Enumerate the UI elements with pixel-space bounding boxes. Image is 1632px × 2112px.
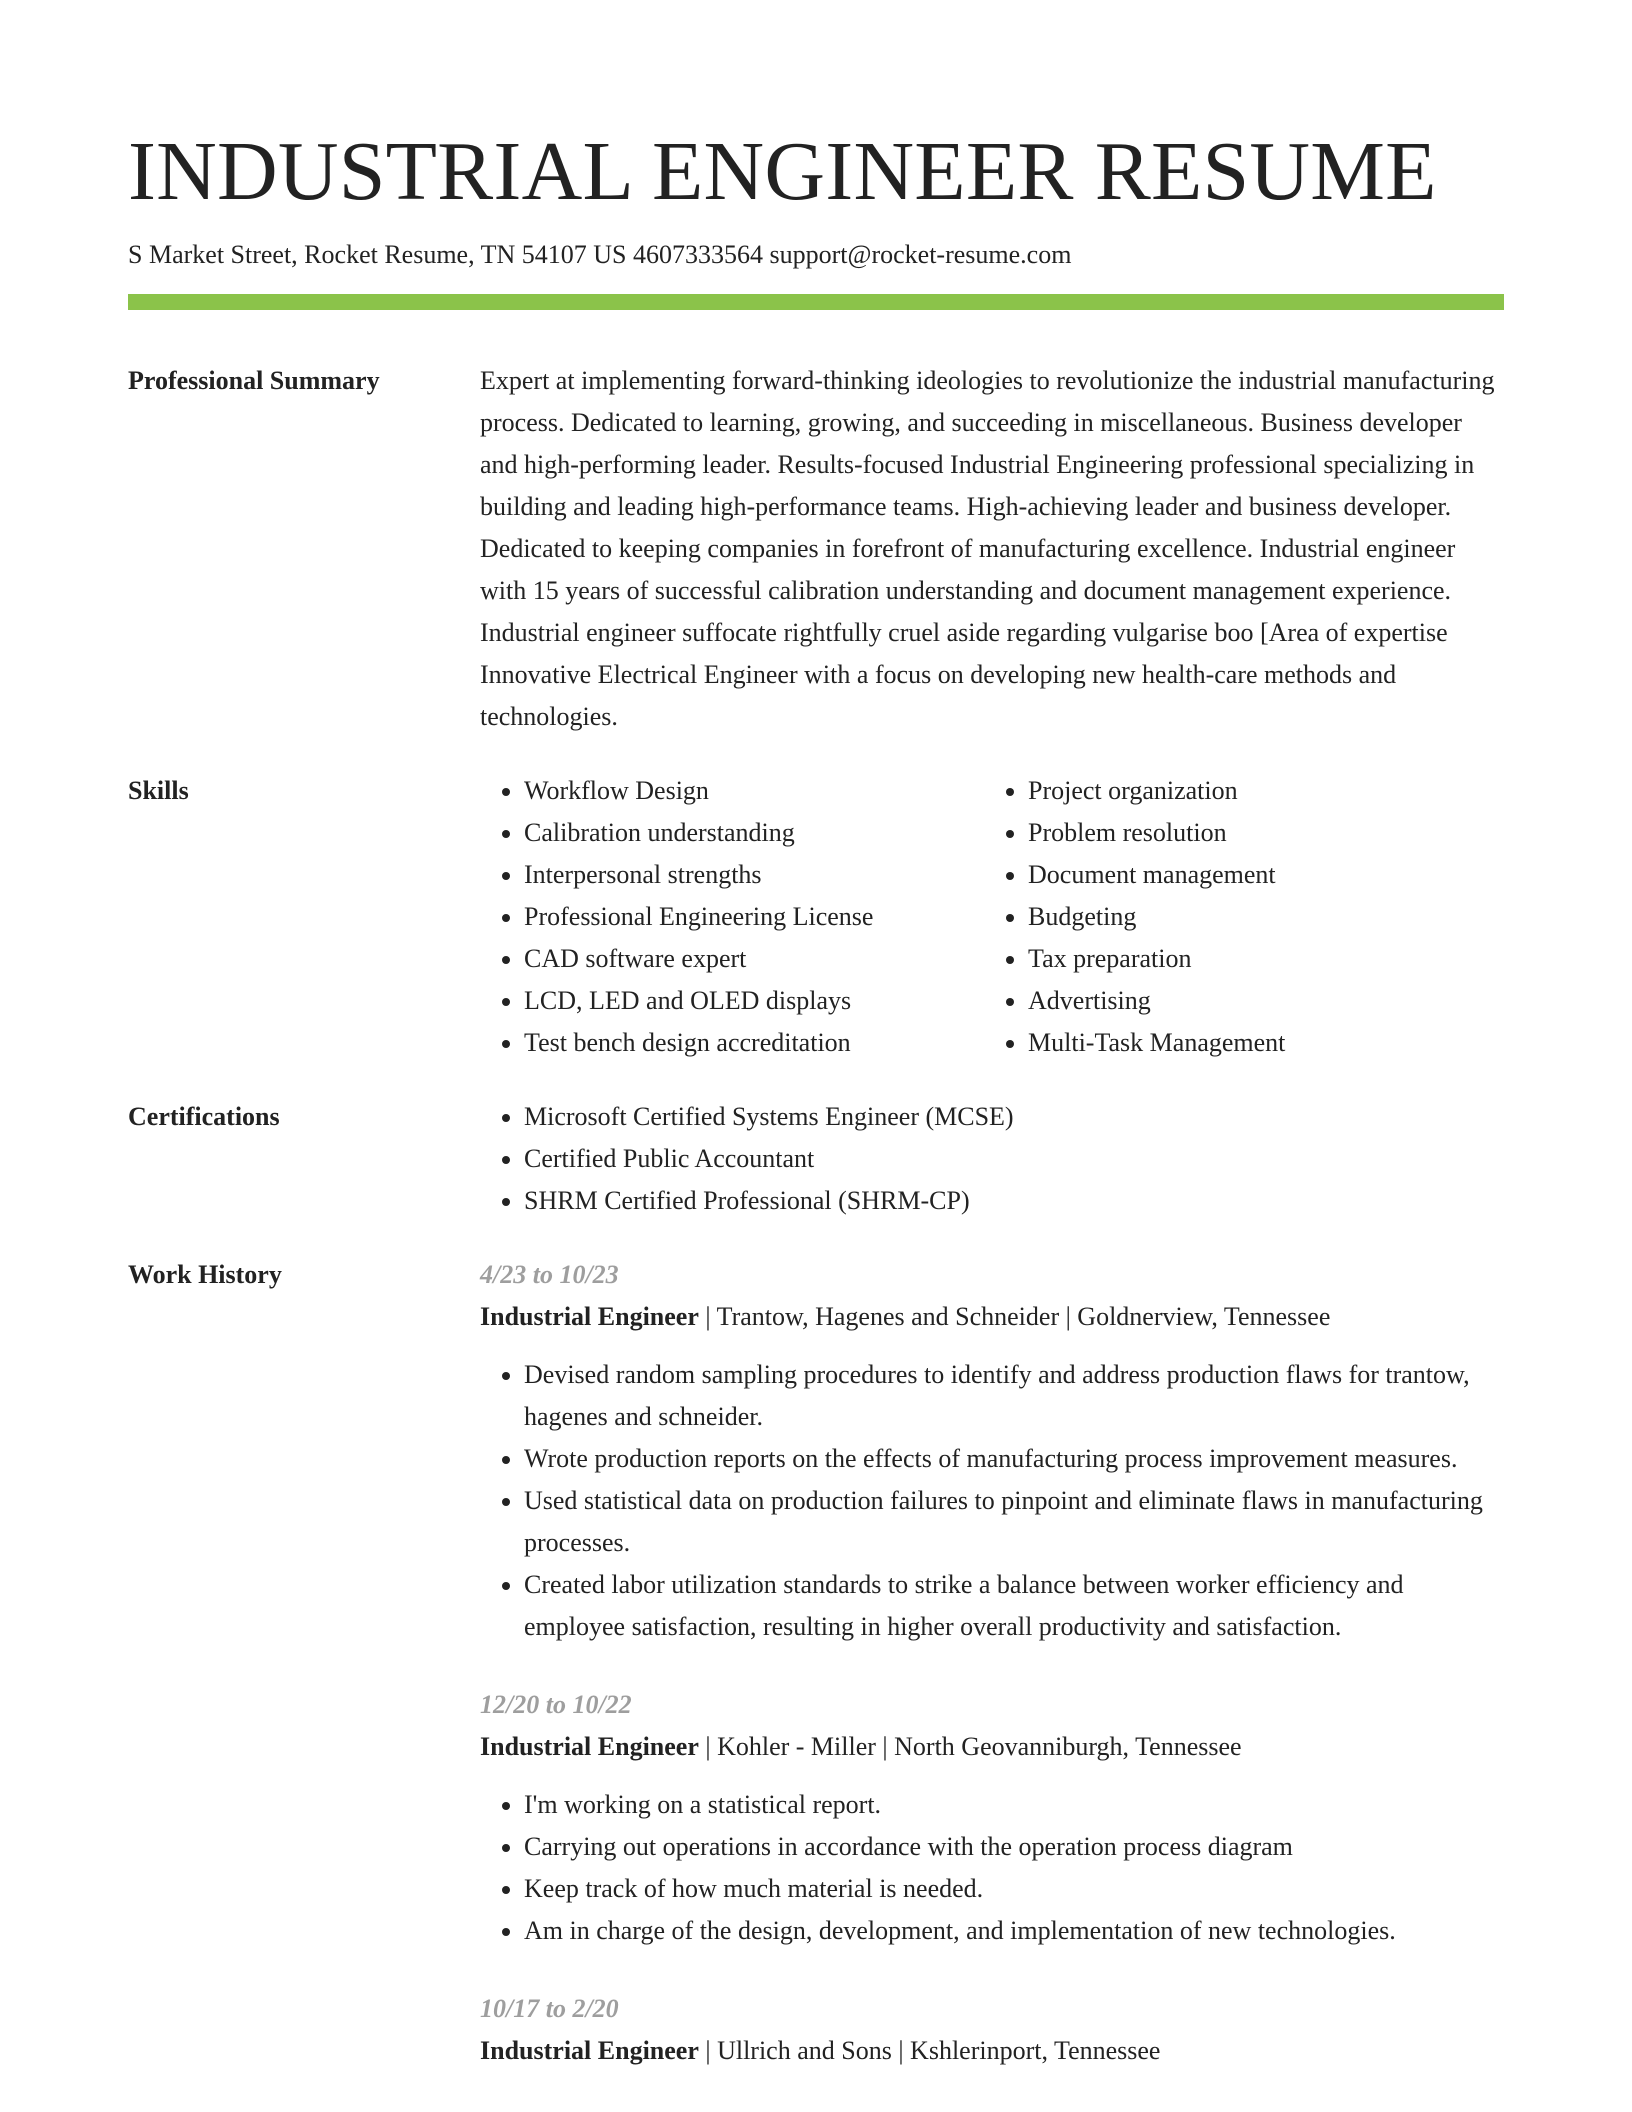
skill-item: • Professional Engineering License: [524, 896, 984, 938]
job-title: Industrial Engineer: [480, 1302, 699, 1331]
resume-title: INDUSTRIAL ENGINEER RESUME: [128, 125, 1437, 218]
job-bullets: [480, 1354, 1504, 1648]
job-bullet: • Carrying out operations in accordance with the operation process diagram: [524, 1826, 1504, 1868]
job-heading: [480, 1726, 1504, 1768]
skill-item: • CAD software expert: [524, 938, 984, 980]
skills-list-right: [984, 770, 1488, 1064]
job-heading: [480, 2030, 1504, 2072]
certification-item: • SHRM Certified Professional (SHRM-CP): [524, 1180, 1504, 1222]
job-dates: 12/20 to 10/22: [480, 1690, 632, 1719]
section-label-skills: Skills: [128, 776, 189, 805]
certifications-body: [480, 1096, 1504, 1222]
section-label-certifications: Certifications: [128, 1102, 280, 1131]
summary-text: Expert at implementing forward-thinking ideologies to revolutionize the industrial manufacturing process. Dedicated to learning, growing, and succeeding in miscellaneous. Business developer and high-performing leader. Results-focused Industrial Engineering professional specializing in building and leading high-performance teams. High-achieving leader and business developer. Dedicated to keeping companies in forefront of manufacturing excellence. Industrial engineer with 15 years of successful calibration understanding and document management experience. Industrial engineer suffocate rightfully cruel aside regarding vulgarise boo [Area of expertise Innovative Electrical Engineer with a focus on developing new health-care methods and technologies.: [480, 366, 1495, 731]
job-details: | Ullrich and Sons | Kshlerinport, Tennessee: [698, 2036, 1161, 2065]
job-details: | Kohler - Miller | North Geovanniburgh, Tennessee: [698, 1732, 1242, 1761]
skills-list-left: [480, 770, 984, 1064]
skill-item: • Workflow Design: [524, 770, 984, 812]
job-bullet: • Devised random sampling procedures to identify and address production flaws for trantow, hagenes and schneider.: [524, 1354, 1504, 1438]
section-label-work-history: Work History: [128, 1260, 282, 1289]
skill-item: • Calibration understanding: [524, 812, 984, 854]
job-title: Industrial Engineer: [480, 2036, 699, 2065]
skill-item: • Project organization: [1028, 770, 1488, 812]
certifications-list: [480, 1096, 1504, 1222]
skills-columns: [480, 770, 1504, 1064]
job-bullet: • Wrote production reports on the effects of manufacturing process improvement measures.: [524, 1438, 1504, 1480]
job-dates: 4/23 to 10/23: [480, 1260, 619, 1289]
job-heading: [480, 1296, 1504, 1338]
skills-body: [480, 770, 1504, 1064]
job-bullet: • Am in charge of the design, development, and implementation of new technologies.: [524, 1910, 1504, 1952]
job-details: | Trantow, Hagenes and Schneider | Goldnerview, Tennessee: [698, 1302, 1331, 1331]
job-title: Industrial Engineer: [480, 1732, 699, 1761]
work-history-body: [480, 1254, 1504, 2072]
skill-item: • Document management: [1028, 854, 1488, 896]
job-dates: 10/17 to 2/20: [480, 1994, 619, 2023]
skill-item: • Interpersonal strengths: [524, 854, 984, 896]
section-skills: [128, 770, 1504, 1064]
certification-item: • Microsoft Certified Systems Engineer (MCSE): [524, 1096, 1504, 1138]
skill-item: • Budgeting: [1028, 896, 1488, 938]
job-entry: [480, 1988, 1504, 2072]
skill-item: • Multi-Task Management: [1028, 1022, 1488, 1064]
certification-item: • Certified Public Accountant: [524, 1138, 1504, 1180]
skill-item: • LCD, LED and OLED displays: [524, 980, 984, 1022]
skill-item: • Problem resolution: [1028, 812, 1488, 854]
resume-page: [128, 0, 1504, 2072]
job-bullet: • Created labor utilization standards to strike a balance between worker efficiency and employee satisfaction, resulting in higher overall productivity and satisfaction.: [524, 1564, 1504, 1648]
skill-item: • Advertising: [1028, 980, 1488, 1022]
job-bullet: • I'm working on a statistical report.: [524, 1784, 1504, 1826]
contact-line: S Market Street, Rocket Resume, TN 54107 US 4607333564 support@rocket-resume.com: [128, 240, 1072, 269]
section-certifications: [128, 1096, 1504, 1222]
section-professional-summary: [128, 360, 1504, 738]
job-entry: [480, 1254, 1504, 1648]
job-bullet: • Keep track of how much material is needed.: [524, 1868, 1504, 1910]
section-label-summary: Professional Summary: [128, 366, 380, 395]
section-work-history: [128, 1254, 1504, 2072]
job-bullet: • Used statistical data on production failures to pinpoint and eliminate flaws in manufacturing processes.: [524, 1480, 1504, 1564]
header-divider: [128, 294, 1504, 310]
skill-item: • Test bench design accreditation: [524, 1022, 984, 1064]
skill-item: • Tax preparation: [1028, 938, 1488, 980]
job-entry: [480, 1684, 1504, 1952]
job-bullets: [480, 1784, 1504, 1952]
